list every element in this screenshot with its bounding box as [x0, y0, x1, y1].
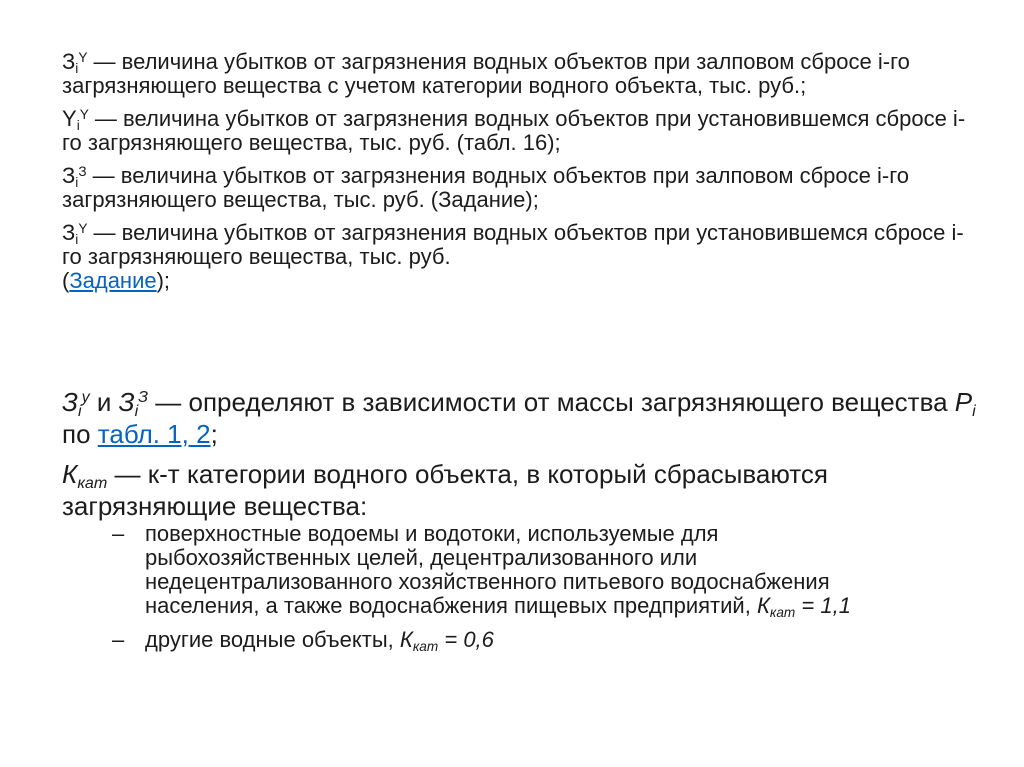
- superscript: З: [138, 388, 149, 407]
- paren-close: );: [156, 268, 171, 293]
- definition-text: — величина убытков от загрязнения водных объектов при залповом сбросе i-го загрязняющего вещества, тыс. руб. (Задание);: [62, 163, 909, 212]
- superscript: Y: [78, 49, 88, 65]
- coefficient-symbol: К: [399, 627, 413, 652]
- subscript: i: [75, 175, 79, 191]
- paren-open: (: [62, 268, 70, 293]
- tables-link[interactable]: табл. 1, 2: [97, 419, 211, 449]
- coefficient-value: = 0,6: [438, 627, 494, 652]
- coefficient-value: = 1,1: [795, 593, 851, 618]
- definitions-block: [62, 50, 982, 302]
- definition-text: — величина убытков от загрязнения водных объектов при залповом сбросе i-го загрязняющего вещества с учетом категории водного объекта, тыс. руб.;: [62, 49, 910, 98]
- list-item-text: поверхностные водоемы и водотоки, используемые для рыбохозяйственных целей, децентрализованного или недецентрализованного хозяйственного питьевого водоснабжения населения, а также водоснабжения пищевых предприятий,: [145, 521, 830, 618]
- list-item-text: другие водные объекты,: [145, 627, 400, 652]
- task-link[interactable]: Задание: [69, 268, 157, 293]
- definition-item: [62, 107, 982, 155]
- definition-item: [62, 164, 982, 212]
- category-list: [112, 522, 912, 662]
- subscript: i: [972, 401, 976, 420]
- coefficient-symbol: К: [62, 459, 78, 489]
- subscript: i: [76, 118, 80, 134]
- superscript: Y: [78, 220, 88, 236]
- subscript: кат: [77, 473, 108, 492]
- paragraph-text: — определяют в зависимости от массы загрязняющего вещества: [148, 387, 955, 417]
- symbol: З: [62, 163, 76, 188]
- symbol: З: [62, 49, 76, 74]
- superscript: у: [81, 388, 90, 407]
- subscript: i: [75, 61, 79, 77]
- paragraph-text: по: [62, 419, 98, 449]
- definition-item: [62, 50, 982, 98]
- subscript: кат: [769, 605, 796, 621]
- subscript: i: [134, 401, 139, 420]
- superscript: Y: [79, 106, 89, 122]
- coefficient-symbol: К: [756, 593, 770, 618]
- symbol: З: [62, 387, 78, 417]
- coefficient-paragraph: [62, 458, 982, 522]
- subscript: i: [77, 401, 82, 420]
- determination-paragraph: [62, 386, 982, 450]
- definition-item: [62, 221, 982, 293]
- dash-bullet: –: [112, 521, 125, 546]
- conjunction: и: [89, 387, 119, 417]
- superscript: З: [78, 163, 87, 179]
- definition-text: — величина убытков от загрязнения водных объектов при установившемся сбросе i-го загрязняющего вещества, тыс. руб.: [62, 220, 964, 269]
- paragraph-end: ;: [210, 419, 218, 449]
- symbol: Y: [62, 106, 77, 131]
- subscript: i: [75, 232, 79, 248]
- list-item: [112, 521, 912, 621]
- subscript: кат: [412, 639, 439, 655]
- paragraph-text: — к-т категории водного объекта, в который сбрасываются загрязняющие вещества:: [62, 459, 829, 521]
- dash-bullet: –: [112, 627, 125, 652]
- main-block: [62, 386, 982, 530]
- definition-text: — величина убытков от загрязнения водных объектов при установившемся сбросе i-го загрязняющего вещества, тыс. руб. (табл. 16);: [62, 106, 966, 155]
- mass-symbol: P: [954, 387, 973, 417]
- symbol: З: [62, 220, 76, 245]
- symbol: З: [118, 387, 135, 417]
- list-item: [112, 627, 912, 655]
